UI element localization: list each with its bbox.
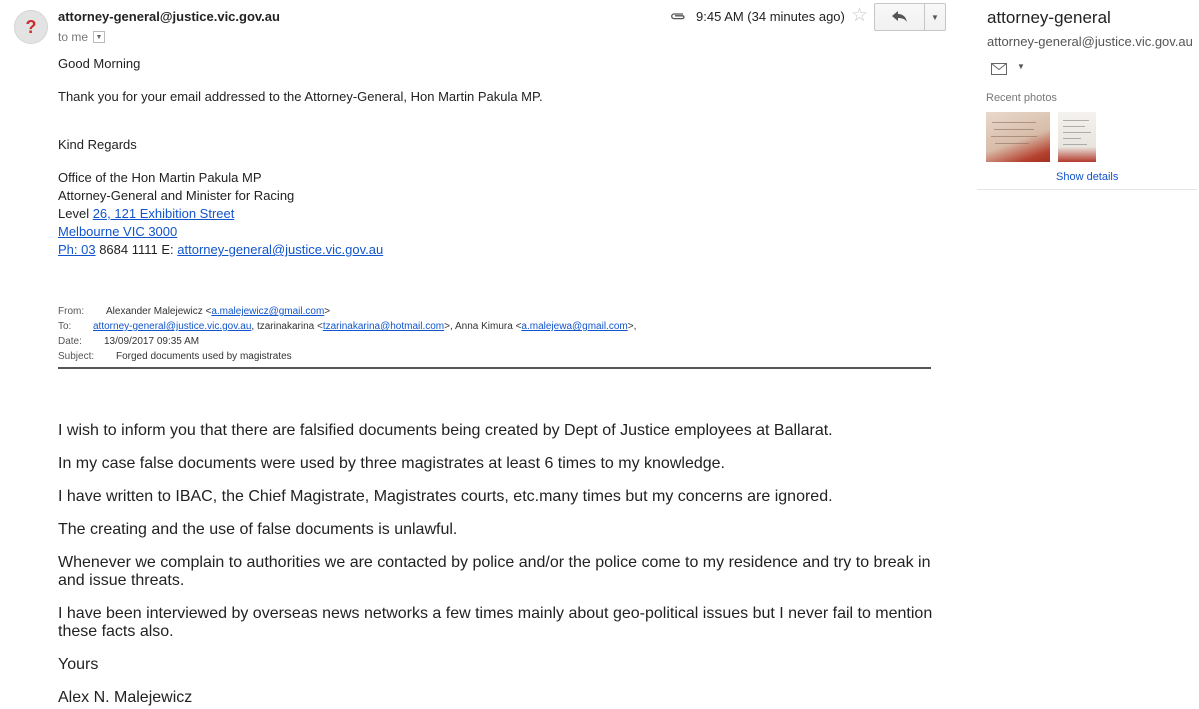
contact-name: attorney-general — [987, 8, 1111, 27]
mail-icon[interactable] — [991, 63, 1007, 75]
recent-photos-label: Recent photos — [986, 92, 1057, 104]
message-paragraph: I wish to inform you that there are falsified documents being created by Dept of Justice employees at Ballarat. — [58, 422, 833, 439]
fwd-subject-label: Subject: — [58, 351, 95, 362]
phone-link[interactable]: Ph: 03 — [58, 242, 96, 257]
fwd-to-text: , tzarinakarina < — [251, 321, 323, 332]
message-closing: Yours — [58, 656, 99, 673]
reply-button-group — [874, 3, 946, 31]
message-paragraph: I have written to IBAC, the Chief Magistrate, Magistrates courts, etc.many times but my concerns are ignored. — [58, 488, 833, 505]
fwd-subject-value: Forged documents used by magistrates — [116, 351, 292, 362]
recent-photo-thumbnail[interactable] — [986, 112, 1050, 162]
chevron-down-icon[interactable]: ▼ — [1017, 62, 1025, 71]
recipient-line — [58, 30, 105, 44]
sender-email[interactable]: attorney-general@justice.vic.gov.au — [58, 9, 280, 24]
reply-button[interactable] — [874, 3, 924, 31]
paperclip-icon — [670, 11, 686, 21]
fwd-from-end: > — [324, 306, 331, 317]
signature-office: Office of the Hon Martin Pakula MP — [58, 170, 262, 185]
signature-contact — [58, 242, 383, 257]
contact-email-link[interactable]: attorney-general@justice.vic.gov.au — [177, 242, 384, 257]
kind-regards: Kind Regards — [58, 137, 137, 152]
fwd-to-text: >, — [627, 321, 637, 332]
fwd-to-text: >, Anna Kimura < — [444, 321, 522, 332]
sidebar-divider — [977, 189, 1197, 190]
forwarded-header — [58, 304, 931, 364]
fwd-from-label: From: — [58, 306, 85, 317]
chevron-down-icon: ▼ — [931, 12, 939, 22]
sender-avatar[interactable] — [14, 10, 48, 44]
greeting: Good Morning — [58, 56, 141, 71]
message-paragraph: In my case false documents were used by three magistrates at least 6 times to my knowledge. — [58, 455, 725, 472]
signature-title: Attorney-General and Minister for Racing — [58, 188, 295, 203]
fwd-to-email-link[interactable]: attorney-general@justice.vic.gov.au — [93, 321, 252, 332]
message-paragraph: Whenever we complain to authorities we are contacted by police and/or the police come to my residence and try to break in and issue threats. — [58, 554, 931, 589]
body-line: Thank you for your email addressed to the Attorney-General, Hon Martin Pakula MP. — [58, 89, 543, 104]
address-street-link[interactable]: 26, 121 Exhibition Street — [92, 206, 235, 221]
forwarded-divider — [58, 367, 931, 369]
phone-number: 8684 1111 E: — [95, 242, 178, 257]
reply-icon — [892, 11, 908, 23]
fwd-date-label: Date: — [58, 336, 82, 347]
fwd-subject-row — [58, 349, 931, 364]
fwd-to-email-link[interactable]: tzarinakarina@hotmail.com — [322, 321, 445, 332]
signature-city — [58, 224, 177, 239]
fwd-to-row — [58, 319, 931, 334]
signature-address — [58, 206, 234, 221]
recent-photo-thumbnail[interactable] — [1058, 112, 1096, 162]
fwd-to-email-link[interactable]: a.malejewa@gmail.com — [521, 321, 628, 332]
star-icon[interactable]: ☆ — [851, 5, 869, 26]
contact-email: attorney-general@justice.vic.gov.au — [987, 34, 1193, 49]
message-paragraph: The creating and the use of false documents is unlawful. — [58, 521, 458, 538]
recipient-details-dropdown[interactable] — [93, 31, 105, 43]
message-timestamp: 9:45 AM (34 minutes ago) — [696, 9, 845, 24]
address-level-label: Level — [58, 206, 93, 221]
show-details-link[interactable]: Show details — [1056, 171, 1119, 183]
chevron-down-icon: ▼ — [95, 33, 103, 41]
to-me-label: to me — [58, 30, 89, 44]
message-paragraph: I have been interviewed by overseas news networks a few times mainly about geo-political issues but I never fail to mention these facts also. — [58, 605, 933, 640]
fwd-to-label: To: — [58, 321, 72, 332]
avatar-question-icon: ? — [25, 16, 37, 37]
more-actions-button[interactable] — [924, 3, 946, 31]
address-city-link[interactable]: Melbourne VIC 3000 — [58, 224, 178, 239]
fwd-date-value: 13/09/2017 09:35 AM — [104, 336, 200, 347]
fwd-from-row — [58, 304, 931, 319]
fwd-from-email-link[interactable]: a.malejewicz@gmail.com — [211, 306, 325, 317]
fwd-date-row — [58, 334, 931, 349]
fwd-from-name: Alexander Malejewicz < — [106, 306, 212, 317]
message-signature: Alex N. Malejewicz — [58, 689, 193, 706]
